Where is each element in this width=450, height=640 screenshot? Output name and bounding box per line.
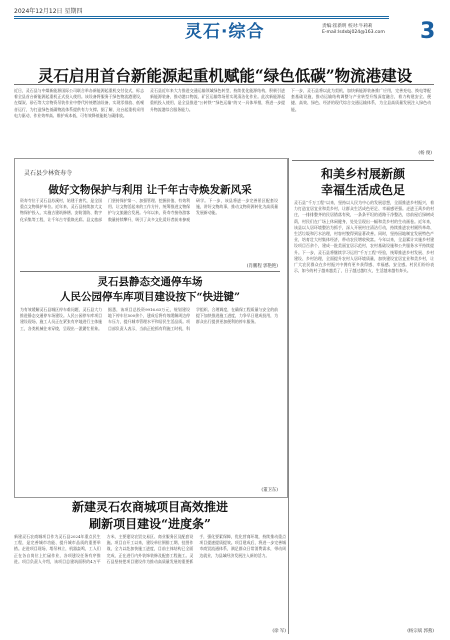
- story-c-body: 新建灵石农商城项目作为灵石县2024年重点民生工程，是完善城市功能、提升城市品质的重要举措。走进项目现场，塔吊林立，机器轰鸣，工人们正在各自岗位上忙碌作业，各项建设任务有序推进。项目负责人介绍，该项目总建筑面积约4万平方米，主要建设农贸交易区、商业服务区及配套设施。项目自开工以来，建设单位倒排工期、挂图作战，全力以赴加快施工进度，目前主体结构已全面完成，正在进行内外装饰装修及配套工程施工。灵石县坚持把项目建设作为推动高质量发展的重要抓手，强化要素保障，优化营商环境，持续推动重点项目提速提质提效。项目建成后，将进一步完善城市商贸流通体系，满足群众日常消费需求，带动周边就业，为县域经济发展注入新的活力。: [14, 534, 286, 564]
- left-divider: [20, 271, 280, 272]
- story-a-byline: (肖鹏程 郭艳艳): [246, 264, 278, 269]
- story-b-byline: (董卫东): [261, 488, 278, 493]
- story-d-byline: (杨宗斌 郭燕): [407, 629, 434, 634]
- editor-email: E-mail:lsdxbj024@163.com: [322, 30, 385, 35]
- story-c-byline: (徐 军): [272, 629, 286, 634]
- lead-body-col2: 灵石县近年来大力推进交通运输领域绿色转型，持续优化能源结构，积极引进新能源装备，推动港口物流、矿区运输等场景实现清洁化作业。此次新能源起重机投入使用，是全县推进“公转铁”“绿色运输”的又一具体举措，将进一步提升物流港综合服务能力。: [150, 88, 285, 112]
- section-title: 灵石·综合: [185, 22, 265, 42]
- story-d-headline-1: 和美乡村展新颜: [320, 167, 405, 181]
- editor-info: [322, 24, 385, 36]
- story-a-body: 资寿寺位于灵石县苏溪村，始建于唐代，是全国重点文物保护单位。近年来，灵石县持续加大文物保护投入，实施古建筑修缮、安防消防、数字化采集等工程，让千年古寺重焕光彩。县文旅部门坚持保护第一、加强管理、挖掘价值、有效利用、让文物活起来的工作方针，统筹推进文物保护与文旅融合发展。今年以来，资寿寺接待游客数量持续攀升，吸引了众多文化爱好者前来参观研学。下一步，该县将进一步完善景区配套设施，讲好文物故事，推动文物资源转化为高质量发展新动能。: [20, 198, 278, 222]
- page-number: 3: [420, 19, 436, 44]
- lead-headline: 灵石启用首台新能源起重机赋能“绿色低碳”物流港建设: [37, 66, 413, 85]
- story-a-headline: 做好文物保护与利用 让千年古寺焕发新风采: [48, 184, 252, 196]
- story-a-kicker: 灵石县少林资寿寺: [24, 170, 73, 177]
- story-c-headline-1: 新建灵石农商城项目高效推进: [71, 500, 228, 514]
- issue-date: 2024年12月12日 星期四: [14, 8, 83, 15]
- column-divider: [288, 158, 289, 634]
- story-d-body: 灵石县“千万工程”以来，坚持以人民为中心的发展思想，全面推进乡村振兴，着力打造宜居宜业和美乡村，让群众生活成色更足、幸福感更强。走进王禹乡的村庄，一排排整齐的民居错落有致，一条条平坦的道路干净整洁，房前屋后绿树成荫，村民们在广场上休闲健身，处处呈现出一幅和美乡村的生动画卷。近年来，该县以人居环境整治为抓手，深入开展村庄清洁行动，持续推进农村厕所革命、生活垃圾和污水治理，村容村貌得到显著改善。同时，坚持因地制宜发展特色产业，培育壮大村集体经济，带动农民增收致富。今年以来，全县累计实施乡村建设项目百余个，建成一批美丽宜居示范村，农村基础设施和公共服务水平持续提升。下一步，灵石县将继续学习运用“千万工程”经验，统筹推进乡村发展、乡村建设、乡村治理，全面提升农村人居环境质量，加快建设宜居宜业和美乡村，让广大农民群众在乡村振兴中拥有更多获得感、幸福感、安全感。村民们纷纷表示，如今的村子越来越美了，日子越过越红火，生活越来越有奔头。: [294, 200, 434, 274]
- story-b-headline-2: 人民公园停车库项目建设按下“快进键”: [59, 291, 241, 303]
- story-c-headline-2: 刷新项目建设“进度条”: [89, 517, 211, 531]
- lead-top-rule: [14, 84, 434, 85]
- lead-body-col1: 近日，灵石县与中煤新能源国际公司联合举办新能源起重机交付仪式，标志着全县首台新能源起重机正式投入使用。该设备将服务于绿色物流港建设，在煤炭、砂石等大宗物资吊装作业中替代传统燃油设备，实现零排放、低噪音运行，为打造绿色低碳物流体系提供有力支撑。据了解，这台起重机采用电力驱动，作业效率高、维护成本低，可有效降低能耗与碳排放。: [14, 88, 144, 118]
- story-b-headline-1: 灵石县静态交通停车场: [97, 276, 203, 288]
- right-top-rule: [292, 160, 434, 161]
- editor-names: 责编:崔新明 校对:牛莉莉: [322, 24, 373, 29]
- lead-body-col3: 下一步，灵石县将以此为契机，加快新能源装备推广应用，完善充电、换电等配套基础设施，推动运输结构调整与产业转型升级深度融合，着力构建安全、便捷、高效、绿色、经济的现代综合交通运输体系，为全县高质量发展注入绿色动能。: [291, 88, 431, 112]
- story-d-headline-2: 幸福生活成色足: [320, 183, 405, 197]
- lead-byline: (杨 俊): [418, 151, 432, 156]
- story-b-body: 为有效缓解灵石县城区停车难问题，灵石县大力推进静态交通停车场建设。人民公园停车库项目建设现场，施工人员正在紧张有序地进行主体施工，各类机械往来穿梭，呈现出一派繁忙景象。据悉，该项目总投资9916.63万元，规划建设地下停车位500余个，建成后将有效缓解周边停车压力，提升城市管理水平和居民生活品质。项目部负责人表示，当前正抢抓有利施工时机，科学组织、合理调度，在确保工程质量与安全的前提下加快推进施工进度，力争早日建成投用，为群众出行提供更加便利的停车服务。: [20, 307, 278, 331]
